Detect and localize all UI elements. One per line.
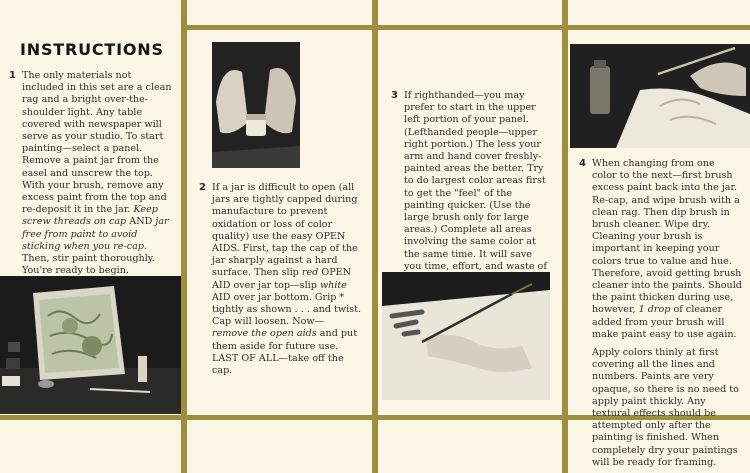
step-1: [9, 70, 172, 277]
step-text: If righthanded—you may prefer to start in the upper left portion of your panel. (Lefthanded people—upper right portion.) The less your arm and hand cover freshly-painted areas the better. Try to do largest color areas first to get the "feel" of the painting quicker. (Use the large brush only for large areas.) Complete all areas involving the same color at the same time. It will save you time, effort, and waste of: [404, 90, 547, 272]
step-text: Then, stir paint thoroughly. You're ready to begin.: [22, 253, 155, 277]
instructions-heading: INSTRUCTIONS: [20, 40, 164, 59]
step-text-italic: jar free from paint to avoid sticking when you re-cap.: [22, 216, 169, 252]
fold-band: [372, 0, 378, 473]
step-text: If a jar is difficult to open (all jars are tightly capped during manufacture to prevent oxidation or loss of color quality) use the easy OPEN AIDS. First, tap the cap of the jar sharply against a hard surface. Then slip: [212, 182, 358, 279]
fold-band: [378, 25, 562, 30]
step-3: [391, 90, 550, 285]
step-text-italic: Keep screw threads on cap: [22, 204, 158, 228]
step-2: [199, 182, 362, 377]
step-text-italic: red: [301, 267, 319, 279]
fold-band: [181, 0, 187, 473]
step-number: 3: [391, 90, 398, 101]
step-4: [579, 158, 742, 469]
step-text: The only materials not included in this set are a clean rag and a bright over-the-shoulder light. Any table covered with newspaper will serve as your studio. To start painting—select a panel. Remove a paint jar from the easel and unscrew the top. With your brush, remove any excess paint from the top and re-deposit it in the jar.: [22, 70, 172, 216]
fold-band: [187, 25, 372, 30]
step-number: 2: [199, 182, 206, 193]
photo-hand-painting-panel: [382, 272, 550, 400]
step-text: When changing from one color to the next—first brush excess paint back into the jar. Re-cap, and wipe brush with a clean rag. Then dip brush in brush cleaner. Wipe dry. Cleaning your brush is important in keeping your colors true to value and hue. Therefore, avoid getting brush cleaner into the paints. Should the paint thicken during use, however,: [592, 158, 742, 316]
photo-cleaning-brush: [570, 44, 750, 148]
step-text: of cleaner added from your brush will make paint easy to use again.: [592, 304, 737, 340]
photo-easel-and-paints: [0, 276, 181, 414]
step-text-italic: 1 drop: [638, 304, 671, 316]
step-text-italic: white: [319, 279, 347, 291]
step-text: and put them aside for future use. LAST OF ALL—take off the cap.: [212, 328, 358, 377]
step-text-italic: remove the open aids: [212, 328, 317, 340]
step-number: 4: [579, 158, 586, 169]
step-number: 1: [9, 70, 16, 81]
step-text: OPEN AID over jar top—slip: [212, 267, 352, 291]
step-text: AND: [129, 216, 153, 228]
photo-hands-opening-jar: [212, 42, 300, 168]
fold-band: [562, 0, 568, 473]
fold-band: [568, 25, 750, 30]
step-4-paragraph-2: Apply colors thinly at first covering all the lines and numbers. Paints are very opaque, so there is no need to apply paint thickly. Any textural effects should be attempted only after the painting is finished. When completely dry your paintings will be ready for framing.: [592, 347, 739, 468]
step-text: AID over jar bottom. Grip * tightly as shown . . . and twist. Cap will loosen. Now—: [212, 291, 361, 328]
